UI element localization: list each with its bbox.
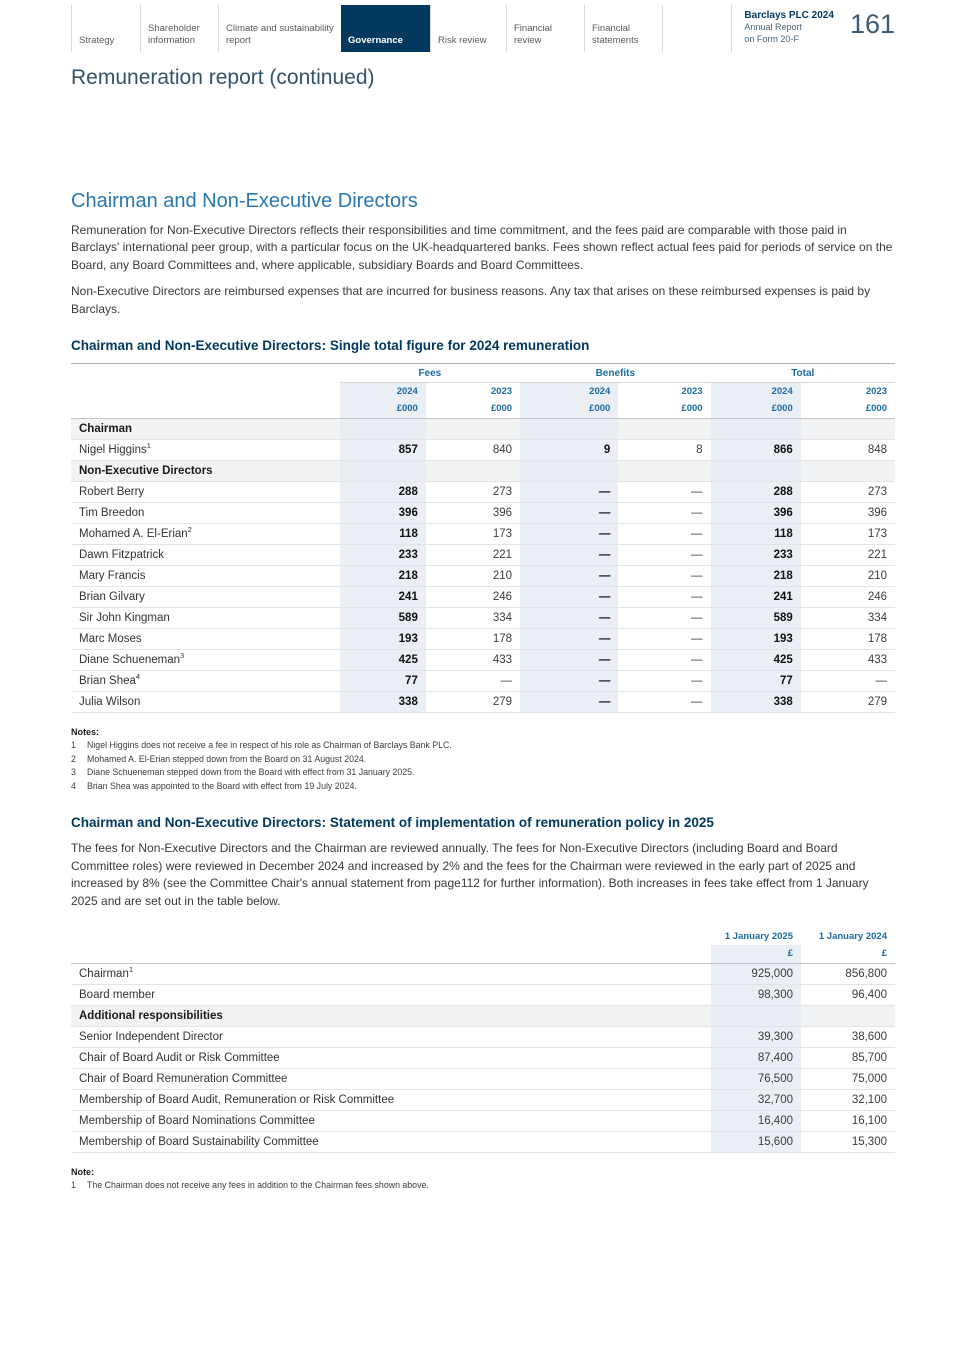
value-cell: 178 — [801, 628, 895, 649]
value-cell: 118 — [711, 523, 801, 544]
value-cell: 848 — [801, 439, 895, 460]
unit-header: £000 — [711, 400, 801, 419]
value-cell: 396 — [711, 502, 801, 523]
value-cell: 76,500 — [711, 1069, 801, 1090]
value-cell: 857 — [340, 439, 426, 460]
value-cell — [426, 418, 520, 439]
value-cell — [340, 418, 426, 439]
section2-heading: Chairman and Non-Executive Directors: Statement of implementation of remuneration policy in 2025 — [71, 815, 714, 831]
row-label: Mohamed A. El-Erian$^2$ — [71, 523, 340, 544]
year-header: 2024 — [520, 382, 618, 400]
value-cell: 273 — [801, 481, 895, 502]
table-row — [71, 523, 895, 544]
note — [71, 780, 895, 794]
value-cell: 288 — [711, 481, 801, 502]
remuneration-table — [71, 363, 895, 713]
value-cell — [801, 1006, 895, 1027]
value-cell: 15,300 — [801, 1132, 895, 1153]
table1-group-header-row — [71, 363, 895, 382]
table-row — [71, 544, 895, 565]
note — [71, 739, 895, 753]
empty-header-cell — [71, 945, 711, 964]
value-cell — [801, 418, 895, 439]
row-label: Brian Shea$^4$ — [71, 670, 340, 691]
value-cell: 273 — [426, 481, 520, 502]
table2-unit-row — [71, 945, 895, 964]
value-cell: 193 — [711, 628, 801, 649]
row-label: Additional responsibilities — [71, 1006, 711, 1027]
value-cell: 396 — [801, 502, 895, 523]
row-label: Non-Executive Directors — [71, 460, 340, 481]
empty-header-cell — [71, 382, 340, 400]
unit-header: £000 — [340, 400, 426, 419]
value-cell: 840 — [426, 439, 520, 460]
value-cell: 96,400 — [801, 985, 895, 1006]
row-label: Sir John Kingman — [71, 607, 340, 628]
row-label: Marc Moses — [71, 628, 340, 649]
value-cell: 246 — [801, 586, 895, 607]
table-row — [71, 1111, 895, 1132]
value-cell: 16,400 — [711, 1111, 801, 1132]
nav-tab-strategy[interactable] — [71, 5, 140, 52]
row-label: Robert Berry — [71, 481, 340, 502]
value-cell: 866 — [711, 439, 801, 460]
value-cell — [520, 460, 618, 481]
brand-subtitle-2: on Form 20-F — [744, 33, 799, 44]
value-cell: — — [618, 628, 710, 649]
note — [71, 766, 895, 780]
row-label: Chair of Board Audit or Risk Committee — [71, 1048, 711, 1069]
year-header: 2023 — [681, 385, 703, 397]
table-section-row — [71, 460, 895, 481]
table-row — [71, 502, 895, 523]
value-cell: 98,300 — [711, 985, 801, 1006]
page-number: 161 — [849, 9, 895, 39]
nav-tab-label: Governance — [348, 35, 403, 47]
value-cell: 75,000 — [801, 1069, 895, 1090]
value-cell: — — [520, 607, 618, 628]
value-cell: 334 — [801, 607, 895, 628]
paragraph: Remuneration for Non-Executive Directors reflects their responsibilities and time commitment, and the fees paid are comparable with those paid in Barclays' international peer group, with a particular focus on the UK-headquartered banks. Fees shown reflect actual fees paid for periods of service on the Board, any Board Committees and, where applicable, subsidiary Boards and Board Committees. — [71, 223, 893, 272]
table-row — [71, 649, 895, 670]
value-cell: 85,700 — [801, 1048, 895, 1069]
row-label: Nigel Higgins$^1$ — [71, 439, 340, 460]
footnote-ref: 3 — [180, 651, 185, 661]
year-header: 2023 — [490, 385, 513, 397]
value-cell: 425 — [711, 649, 801, 670]
value-cell — [340, 460, 426, 481]
nav-tab-label: Risk review — [438, 35, 487, 47]
value-cell: 118 — [340, 523, 426, 544]
column-header-2025: 1 January 2025 — [724, 931, 793, 943]
table-row — [71, 1069, 895, 1090]
table-row — [71, 985, 895, 1006]
table-row — [71, 607, 895, 628]
value-cell: 288 — [340, 481, 426, 502]
nav-tab-label: Strategy — [79, 35, 115, 47]
value-cell: 32,100 — [801, 1090, 895, 1111]
value-cell: 221 — [801, 544, 895, 565]
table2-note — [71, 1167, 895, 1193]
value-cell: 589 — [340, 607, 426, 628]
value-cell: 173 — [801, 523, 895, 544]
table1-notes — [71, 727, 895, 794]
nav-tab-climate-and-sustainability-report[interactable] — [218, 5, 341, 52]
group-header-benefits: Benefits — [520, 363, 710, 382]
fees-table — [71, 928, 895, 1153]
row-label: Diane Schueneman$^3$ — [71, 649, 340, 670]
value-cell: — — [520, 502, 618, 523]
value-cell: — — [618, 586, 710, 607]
value-cell: 77 — [340, 670, 426, 691]
note-body: The Chairman does not receive any fees in addition to the Chairman fees shown above. — [87, 1180, 429, 1191]
table-row — [71, 565, 895, 586]
section-heading: Chairman and Non-Executive Directors — [71, 190, 418, 212]
value-cell: 246 — [426, 586, 520, 607]
value-cell: 178 — [426, 628, 520, 649]
value-cell: 87,400 — [711, 1048, 801, 1069]
value-cell: — — [618, 565, 710, 586]
section2-paragraph: The fees for Non-Executive Directors and the Chairman are reviewed annually. The fees for Non-Executive Directors (including Board and Board Committee roles) were reviewed in December 2024 and increased by 2% and the fees for the Chairman were reviewed in the early part of 2025 and increased by 8% (see the Committee Chair's annual statement from page112 for further information). Both increases in fees take effect from 1 January 2025 and are set out in the table below. — [71, 841, 869, 908]
value-cell — [426, 460, 520, 481]
value-cell: — — [618, 544, 710, 565]
value-cell: — — [520, 670, 618, 691]
note — [71, 753, 895, 767]
value-cell: 396 — [340, 502, 426, 523]
nav-tab-financial-statements[interactable] — [584, 5, 663, 52]
year-header: 2023 — [865, 385, 887, 397]
nav-tab-label: Climate and sustainability report — [226, 23, 334, 47]
row-label: Dawn Fitzpatrick — [71, 544, 340, 565]
value-cell: 241 — [711, 586, 801, 607]
value-cell: 338 — [340, 691, 426, 712]
nav-tab-financial-review[interactable] — [506, 5, 584, 52]
value-cell — [618, 460, 710, 481]
table-row — [71, 1048, 895, 1069]
value-cell: 210 — [426, 565, 520, 586]
value-cell: 173 — [426, 523, 520, 544]
top-navigation — [71, 5, 895, 52]
year-header: 2024 — [340, 382, 426, 400]
value-cell: — — [520, 628, 618, 649]
nav-tab-label: Financial statements — [592, 23, 639, 47]
value-cell: 38,600 — [801, 1027, 895, 1048]
note-number: 2 — [71, 753, 76, 764]
value-cell: — — [618, 649, 710, 670]
footnote-ref: 1 — [146, 441, 151, 451]
value-cell: 334 — [426, 607, 520, 628]
row-label: Membership of Board Sustainability Committee — [71, 1132, 711, 1153]
brand-title: Barclays PLC 2024 — [744, 10, 834, 21]
value-cell: — — [426, 670, 520, 691]
value-cell: 210 — [801, 565, 895, 586]
table2-header-row — [71, 928, 895, 945]
value-cell: 39,300 — [711, 1027, 801, 1048]
value-cell: 925,000 — [711, 964, 801, 985]
table-row — [71, 691, 895, 712]
table-section-row — [71, 418, 895, 439]
table-row — [71, 964, 895, 985]
note — [71, 1179, 895, 1193]
value-cell: 218 — [340, 565, 426, 586]
footnote-ref: 1 — [128, 965, 134, 975]
value-cell — [711, 460, 801, 481]
value-cell: 8 — [618, 439, 710, 460]
value-cell: 279 — [801, 691, 895, 712]
value-cell: — — [520, 691, 618, 712]
paragraph: Non-Executive Directors are reimbursed expenses that are incurred for business reasons. Any tax that arises on these reimbursed expenses is paid by Barclays. — [71, 284, 871, 316]
nav-tab-risk-review[interactable] — [430, 5, 506, 52]
table-row — [71, 481, 895, 502]
value-cell — [711, 418, 801, 439]
row-label: Brian Gilvary — [71, 586, 340, 607]
nav-tabs — [71, 5, 663, 52]
note-title: Note: — [71, 1167, 94, 1178]
value-cell: 77 — [711, 670, 801, 691]
value-cell — [801, 460, 895, 481]
value-cell: — — [618, 502, 710, 523]
unit-header: £000 — [801, 400, 895, 419]
unit-header: £000 — [520, 400, 618, 419]
value-cell: — — [618, 523, 710, 544]
unit-header: £ — [711, 945, 801, 964]
row-label: Chairman — [71, 418, 340, 439]
note-number: 4 — [71, 780, 76, 791]
nav-tab-shareholder-information[interactable] — [140, 5, 218, 52]
note-number: 3 — [71, 767, 76, 778]
value-cell: 218 — [711, 565, 801, 586]
brand-subtitle-1: Annual Report — [744, 22, 802, 32]
value-cell: — — [520, 544, 618, 565]
table-row — [71, 439, 895, 460]
table-section-row — [71, 1006, 895, 1027]
unit-header: £000 — [618, 400, 710, 419]
empty-header-cell — [71, 928, 711, 945]
value-cell: 16,100 — [801, 1111, 895, 1132]
value-cell: 279 — [426, 691, 520, 712]
value-cell: — — [618, 607, 710, 628]
row-label: Julia Wilson — [71, 691, 340, 712]
notes-list — [71, 1179, 895, 1193]
table-row — [71, 628, 895, 649]
table-row — [71, 670, 895, 691]
value-cell: 589 — [711, 607, 801, 628]
notes-list — [71, 739, 895, 794]
row-label: Chairman$^1$ — [71, 964, 711, 985]
value-cell — [520, 418, 618, 439]
nav-tab-label: Shareholder information — [148, 23, 200, 47]
value-cell: 233 — [711, 544, 801, 565]
value-cell: 433 — [801, 649, 895, 670]
value-cell: 193 — [340, 628, 426, 649]
table-row — [71, 1090, 895, 1111]
column-header-2024: 1 January 2024 — [818, 931, 887, 943]
note-body: Nigel Higgins does not receive a fee in respect of his role as Chairman of Barclays Bank PLC. — [87, 739, 452, 750]
note-body: Mohamed A. El-Erian stepped down from the Board on 31 August 2024. — [87, 753, 367, 764]
value-cell: 433 — [426, 649, 520, 670]
row-label: Senior Independent Director — [71, 1027, 711, 1048]
value-cell: — — [520, 649, 618, 670]
unit-header: £000 — [426, 400, 520, 419]
value-cell: 241 — [340, 586, 426, 607]
year-header: 2024 — [711, 382, 801, 400]
footnote-ref: 4 — [135, 672, 141, 682]
value-cell: 338 — [711, 691, 801, 712]
table-row — [71, 586, 895, 607]
value-cell — [711, 1006, 801, 1027]
note-body: Brian Shea was appointed to the Board with effect from 19 July 2024. — [87, 780, 357, 791]
value-cell: — — [520, 481, 618, 502]
page-title: Remuneration report (continued) — [71, 66, 375, 89]
value-cell: — — [520, 565, 618, 586]
value-cell: — — [520, 586, 618, 607]
value-cell — [618, 418, 710, 439]
note-number: 1 — [71, 1180, 76, 1191]
table1-unit-header-row — [71, 400, 895, 419]
note-number: 1 — [71, 739, 76, 750]
report-brand — [731, 5, 895, 52]
footnote-ref: 2 — [187, 525, 192, 535]
group-header-fees: Fees — [340, 363, 520, 382]
value-cell: 221 — [426, 544, 520, 565]
value-cell: — — [801, 670, 895, 691]
value-cell: 9 — [520, 439, 618, 460]
value-cell: — — [520, 523, 618, 544]
section-intro — [71, 222, 895, 318]
value-cell: 15,600 — [711, 1132, 801, 1153]
group-header-total: Total — [711, 363, 895, 382]
table-row — [71, 1132, 895, 1153]
value-cell: 856,800 — [801, 964, 895, 985]
row-label: Tim Breedon — [71, 502, 340, 523]
row-label: Membership of Board Nominations Committee — [71, 1111, 711, 1132]
empty-header-cell — [71, 400, 340, 419]
row-label: Board member — [71, 985, 711, 1006]
row-label: Mary Francis — [71, 565, 340, 586]
value-cell: — — [618, 481, 710, 502]
empty-header-cell — [71, 363, 340, 382]
row-label: Chair of Board Remuneration Committee — [71, 1069, 711, 1090]
note-body: Diane Schueneman stepped down from the Board with effect from 31 January 2025. — [87, 767, 415, 778]
value-cell: — — [618, 691, 710, 712]
notes-title: Notes: — [71, 726, 100, 737]
value-cell: — — [618, 670, 710, 691]
row-label: Membership of Board Audit, Remuneration or Risk Committee — [71, 1090, 711, 1111]
table1-year-header-row — [71, 382, 895, 400]
value-cell: 233 — [340, 544, 426, 565]
nav-tab-label: Financial review — [514, 23, 553, 47]
value-cell: 32,700 — [711, 1090, 801, 1111]
table-row — [71, 1027, 895, 1048]
value-cell: 425 — [340, 649, 426, 670]
nav-tab-governance[interactable] — [341, 5, 430, 52]
value-cell: 396 — [426, 502, 520, 523]
unit-header: £ — [801, 945, 895, 964]
table1-heading: Chairman and Non-Executive Directors: Single total figure for 2024 remuneration — [71, 337, 590, 353]
